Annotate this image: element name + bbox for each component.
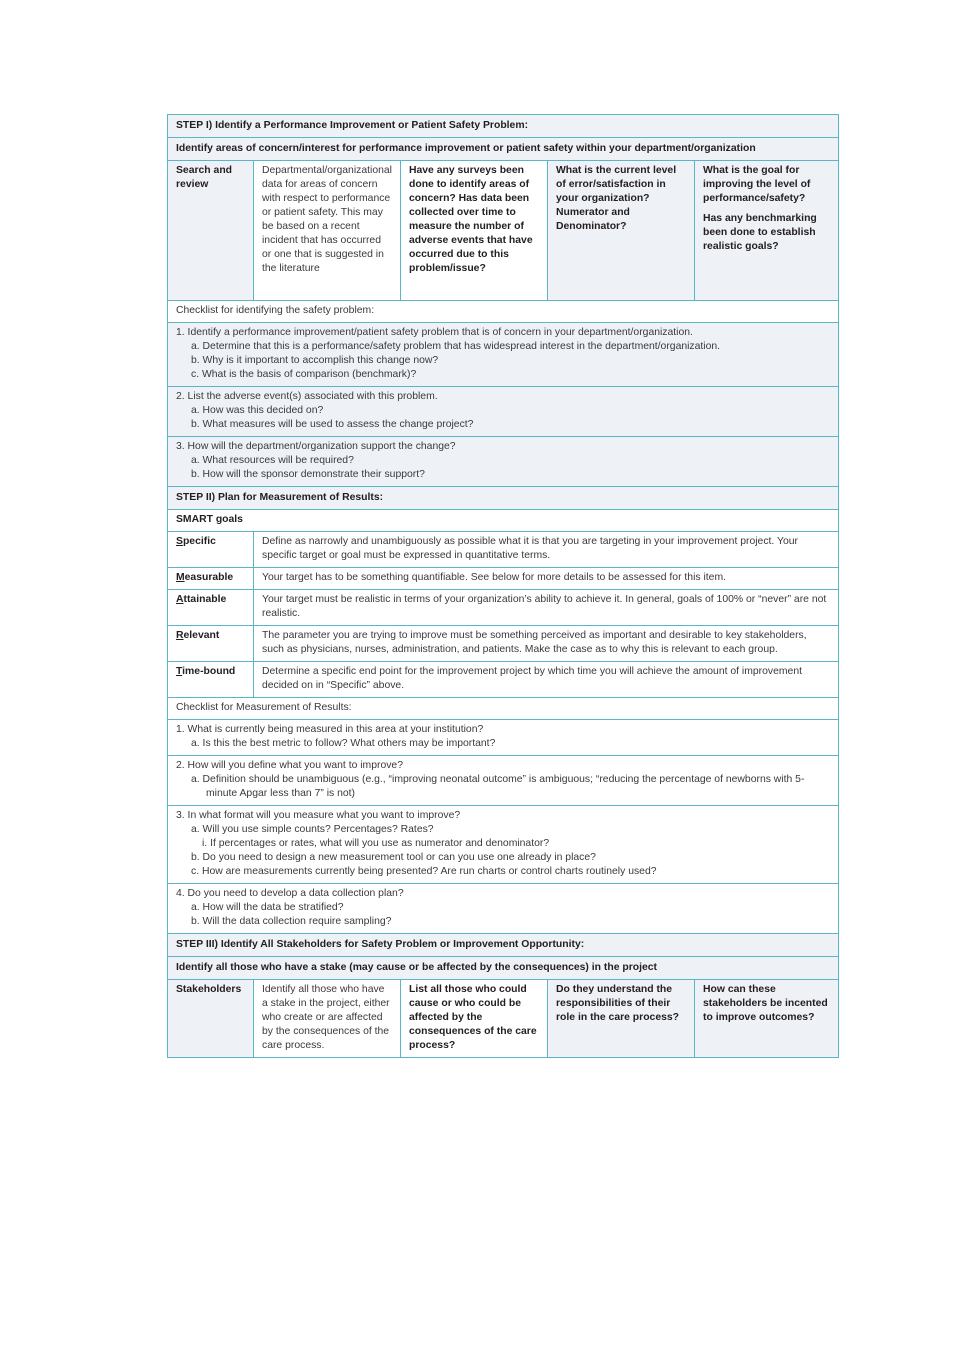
step1-title-row — [168, 115, 839, 138]
checklist-subitem: b. How will the sponsor demonstrate their support? — [191, 469, 425, 480]
step2-checklist-item — [168, 884, 839, 934]
step3-title: STEP III) Identify All Stakeholders for Safety Problem or Improvement Opportunity: — [168, 934, 839, 957]
checklist-item-main: 2. List the adverse event(s) associated with this problem. — [176, 391, 438, 402]
smart-row-specific — [168, 532, 839, 568]
step1-checklist-title: Checklist for identifying the safety problem: — [168, 301, 839, 323]
current-level-question: What is the current level of error/satisfaction in your organization? Numerator and Denominator? — [548, 161, 695, 301]
smart-text-relevant: The parameter you are trying to improve must be something perceived as important and desirable to key stakeholders, such as physicians, nurses, administration, and patients. Make the case as to why this is relevant to each group. — [254, 626, 839, 662]
smart-label-measurable: Measurable — [168, 568, 254, 590]
step3-subtitle-row — [168, 957, 839, 980]
smart-row-time-bound — [168, 662, 839, 698]
understand-responsibilities-question: Do they understand the responsibilities of their role in the care process? — [548, 980, 695, 1058]
surveys-question: Have any surveys been done to identify areas of concern? Has data been collected over time to measure the number of adverse events that have occurred due to this problem/issue? — [401, 161, 548, 301]
smart-title-row — [168, 510, 839, 532]
checklist-subitem: a. How was this decided on? — [191, 405, 324, 416]
list-stakeholders-question: List all those who could cause or who could be affected by the consequences of the care process? — [401, 980, 548, 1058]
checklist-subitem: a. Definition should be unambiguous (e.g., “improving neonatal outcome” is ambiguous; “reducing the percentage of newborns with 5-minute Apgar less than 7” is not) — [191, 774, 805, 799]
step1-search-row — [168, 161, 839, 301]
smart-text-specific: Define as narrowly and unambiguously as possible what it is that you are targeting in your improvement project. Your specific target or goal must be expressed in quantitative terms. — [254, 532, 839, 568]
benchmarking-question: Has any benchmarking been done to establish realistic goals? — [703, 213, 817, 252]
step1-title: STEP I) Identify a Performance Improvement or Patient Safety Problem: — [168, 115, 839, 138]
search-review-label: Search and review — [168, 161, 254, 301]
smart-label-relevant: Relevant — [168, 626, 254, 662]
stakeholders-row — [168, 980, 839, 1058]
checklist-subsubitem: i. If percentages or rates, what will you use as numerator and denominator? — [202, 838, 550, 849]
search-review-description: Departmental/organizational data for areas of concern with respect to performance or patient safety. This may be based on a recent incident that has occurred or one that is suggested in the literature — [254, 161, 401, 301]
smart-text-measurable: Your target has to be something quantifiable. See below for more details to be assessed for this item. — [254, 568, 839, 590]
step1-subtitle-row — [168, 138, 839, 161]
step2-checklist-item — [168, 720, 839, 756]
incented-question: How can these stakeholders be incented to improve outcomes? — [695, 980, 839, 1058]
checklist-item-main: 1. Identify a performance improvement/patient safety problem that is of concern in your department/organization. — [176, 327, 693, 338]
checklist-subitem: a. What resources will be required? — [191, 455, 354, 466]
step1-subtitle: Identify areas of concern/interest for performance improvement or patient safety within your department/organization — [168, 138, 839, 161]
checklist-subitem: b. Why is it important to accomplish this change now? — [191, 355, 439, 366]
quality-improvement-worksheet — [167, 114, 838, 1058]
step2-title-row — [168, 487, 839, 510]
checklist-subitem: b. What measures will be used to assess the change project? — [191, 419, 474, 430]
worksheet-table — [167, 114, 839, 1058]
checklist-subitem: a. Is this the best metric to follow? What others may be important? — [191, 738, 496, 749]
checklist-subitem: a. How will the data be stratified? — [191, 902, 344, 913]
step1-checklist-item — [168, 323, 839, 387]
step2-checklist-item — [168, 756, 839, 806]
smart-text-attainable: Your target must be realistic in terms of your organization’s ability to achieve it. In general, goals of 100% or “never” are not realistic. — [254, 590, 839, 626]
step2-title: STEP II) Plan for Measurement of Results: — [168, 487, 839, 510]
step2-checklist-title: Checklist for Measurement of Results: — [168, 698, 839, 720]
step3-title-row — [168, 934, 839, 957]
smart-row-relevant — [168, 626, 839, 662]
goal-question: What is the goal for improving the level of performance/safety? — [703, 165, 811, 204]
checklist-subitem: b. Will the data collection require sampling? — [191, 916, 392, 927]
step2-checklist-item — [168, 806, 839, 884]
checklist-subitem: b. Do you need to design a new measurement tool or can you use one already in place? — [191, 852, 596, 863]
step1-checklist-item — [168, 437, 839, 487]
stakeholders-description: Identify all those who have a stake in the project, either who create or are affected by the consequences of the care process. — [254, 980, 401, 1058]
smart-row-measurable — [168, 568, 839, 590]
smart-text-time-bound: Determine a specific end point for the improvement project by which time you will achieve the amount of improvement decided on in “Specific” above. — [254, 662, 839, 698]
smart-label-time-bound: Time-bound — [168, 662, 254, 698]
checklist-item-main: 3. In what format will you measure what you want to improve? — [176, 810, 461, 821]
step1-checklist-item — [168, 387, 839, 437]
checklist-subitem: c. How are measurements currently being presented? Are run charts or control charts routinely used? — [191, 866, 657, 877]
smart-label-specific: Specific — [168, 532, 254, 568]
checklist-item-main: 3. How will the department/organization support the change? — [176, 441, 456, 452]
step3-subtitle: Identify all those who have a stake (may cause or be affected by the consequences) in the project — [168, 957, 839, 980]
goal-question-cell — [695, 161, 839, 301]
stakeholders-label: Stakeholders — [168, 980, 254, 1058]
checklist-item-main: 4. Do you need to develop a data collection plan? — [176, 888, 404, 899]
smart-label-attainable: Attainable — [168, 590, 254, 626]
checklist-item-main: 1. What is currently being measured in this area at your institution? — [176, 724, 484, 735]
checklist-subitem: a. Will you use simple counts? Percentages? Rates? — [191, 824, 434, 835]
smart-goals-title: SMART goals — [168, 510, 839, 532]
step2-checklist-title-row — [168, 698, 839, 720]
smart-row-attainable — [168, 590, 839, 626]
step1-checklist-title-row — [168, 301, 839, 323]
checklist-subitem: c. What is the basis of comparison (benchmark)? — [191, 369, 417, 380]
checklist-item-main: 2. How will you define what you want to improve? — [176, 760, 403, 771]
checklist-subitem: a. Determine that this is a performance/safety problem that has widespread interest in the department/organization. — [191, 341, 721, 352]
